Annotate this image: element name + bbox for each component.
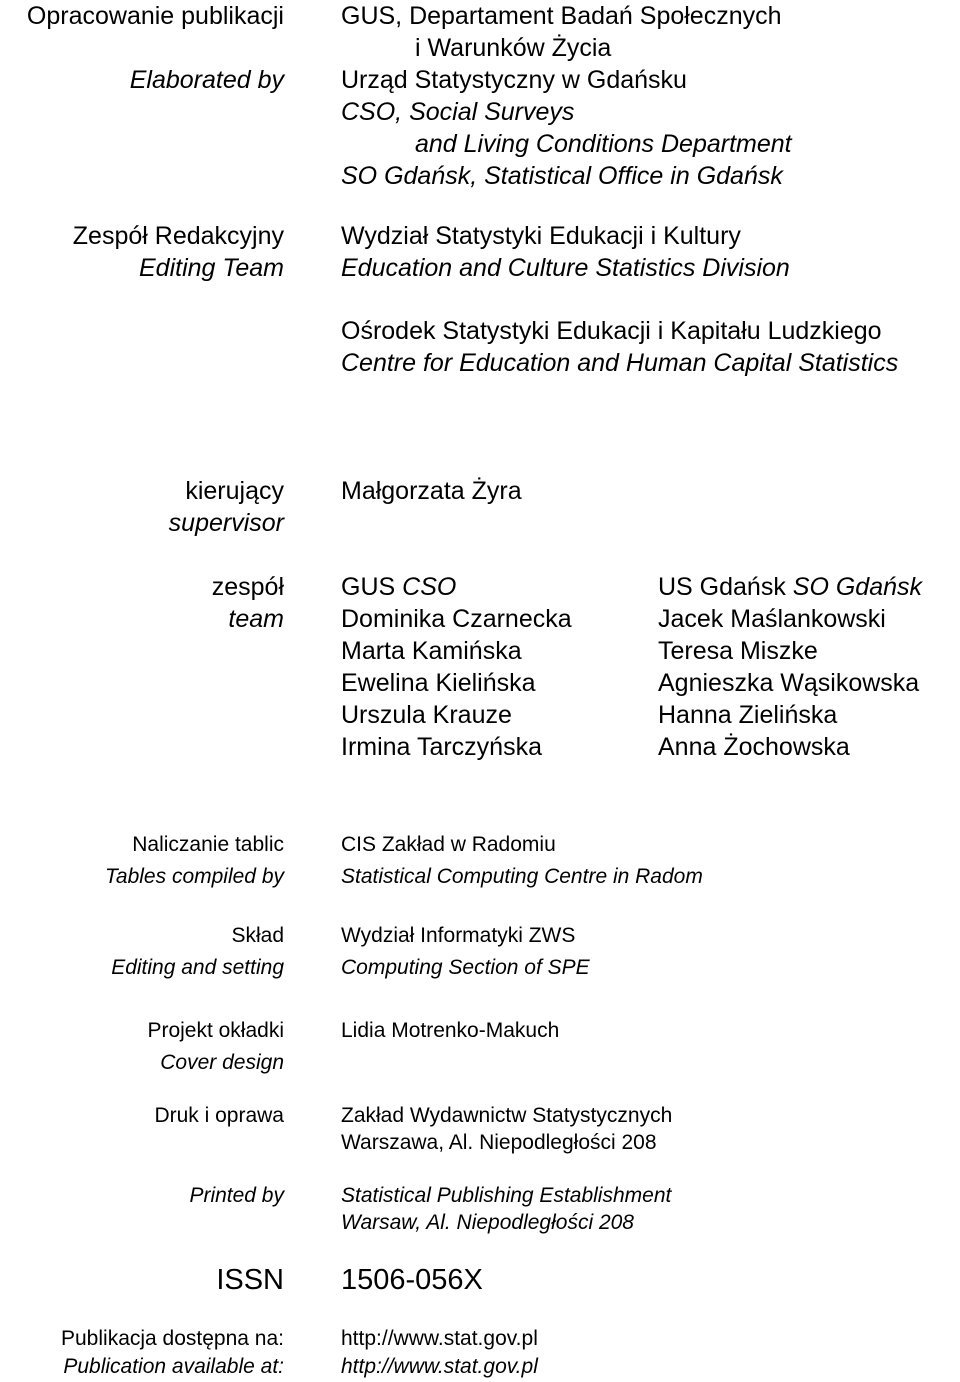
supervisor-label-en: supervisor [168, 509, 284, 537]
editing-centre [341, 315, 898, 379]
cover-label-pl: Projekt okładki [147, 1019, 284, 1042]
editing-team-label-pl: Zespół Redakcyjny [72, 222, 284, 250]
tables-label-pl: Naliczanie tablic [132, 833, 284, 856]
team-label [0, 571, 284, 635]
team-left-column [341, 571, 572, 763]
elaborated-line: SO Gdańsk, Statistical Office in Gdańsk [341, 162, 783, 190]
availability-link-pl[interactable]: http://www.stat.gov.pl [341, 1327, 538, 1350]
team-left-header-en: CSO [402, 573, 457, 601]
division-en: Education and Culture Statistics Division [341, 254, 790, 282]
cover-label-en: Cover design [160, 1051, 284, 1074]
setting-label [0, 920, 284, 984]
team-right-header-pl: US Gdańsk [658, 573, 786, 601]
elaborated-label-en: Elaborated by [129, 66, 284, 94]
team-member: Hanna Zielińska [658, 701, 838, 729]
team-member: Dominika Czarnecka [341, 605, 572, 633]
issn-value: 1506-056X [341, 1264, 483, 1296]
elaborated-label-pl: Opracowanie publikacji [26, 2, 284, 30]
supervisor-label-pl: kierujący [185, 477, 284, 505]
print-en-line2: Warsaw, Al. Niepodległości 208 [341, 1211, 634, 1234]
setting-value-en: Computing Section of SPE [341, 956, 590, 979]
team-left-header [341, 571, 572, 603]
team-member: Agnieszka Wąsikowska [658, 669, 920, 697]
team-member: Marta Kamińska [341, 637, 522, 665]
elaborated-label [0, 0, 284, 96]
print-pl-line2: Warszawa, Al. Niepodległości 208 [341, 1131, 657, 1154]
team-left-list [341, 603, 572, 763]
elaborated-line: Urząd Statystyczny w Gdańsku [341, 66, 687, 94]
cover-value: Lidia Motrenko-Makuch [341, 1019, 560, 1042]
team-member: Anna Żochowska [658, 733, 850, 761]
print-pl-line1: Zakład Wydawnictw Statystycznych [341, 1104, 673, 1127]
editing-division [341, 220, 790, 284]
team-right-header [658, 571, 922, 603]
editing-team-label-en: Editing Team [139, 254, 284, 282]
availability-label-en: Publication available at: [63, 1355, 284, 1378]
tables-value-en: Statistical Computing Centre in Radom [341, 865, 703, 888]
team-right-column [658, 571, 922, 763]
print-pl-label: Druk i oprawa [154, 1104, 284, 1127]
team-label-en: team [228, 605, 284, 633]
team-right-list [658, 603, 922, 763]
availability-link-en[interactable]: http://www.stat.gov.pl [341, 1355, 538, 1378]
tables-label-en: Tables compiled by [105, 865, 284, 888]
elaborated-line: i Warunków Życia [415, 34, 612, 62]
print-en-label: Printed by [189, 1184, 284, 1207]
elaborated-value [341, 0, 792, 192]
print-en-line1: Statistical Publishing Establishment [341, 1184, 672, 1207]
availability-label [0, 1325, 284, 1381]
editing-team-label [0, 220, 284, 284]
issn-label: ISSN [216, 1264, 284, 1296]
team-label-pl: zespół [211, 573, 284, 601]
print-en-value [341, 1180, 671, 1239]
division-pl: Wydział Statystyki Edukacji i Kultury [341, 222, 741, 250]
tables-value [341, 829, 703, 893]
centre-en: Centre for Education and Human Capital Statistics [341, 349, 899, 377]
setting-value-pl: Wydział Informatyki ZWS [341, 924, 576, 947]
team-member: Irmina Tarczyńska [341, 733, 542, 761]
elaborated-line: CSO, Social Surveys [341, 98, 575, 126]
print-pl-value [341, 1100, 672, 1159]
cover-label [0, 1015, 284, 1079]
team-left-header-pl: GUS [341, 573, 396, 601]
availability-value [341, 1325, 538, 1381]
team-member: Urszula Krauze [341, 701, 512, 729]
supervisor-name: Małgorzata Żyra [341, 477, 522, 505]
elaborated-line: GUS, Departament Badań Społecznych [341, 2, 782, 30]
setting-label-en: Editing and setting [111, 956, 284, 979]
tables-value-pl: CIS Zakład w Radomiu [341, 833, 556, 856]
team-right-header-en: SO Gdańsk [792, 573, 923, 601]
team-member: Ewelina Kielińska [341, 669, 536, 697]
availability-label-pl: Publikacja dostępna na: [61, 1327, 284, 1350]
team-member: Jacek Maślankowski [658, 605, 886, 633]
tables-label [0, 829, 284, 893]
centre-pl: Ośrodek Statystyki Edukacji i Kapitału Ludzkiego [341, 317, 882, 345]
elaborated-line: and Living Conditions Department [415, 130, 792, 158]
team-member: Teresa Miszke [658, 637, 818, 665]
supervisor-label [0, 475, 284, 539]
setting-label-pl: Skład [231, 924, 284, 947]
setting-value [341, 920, 590, 984]
